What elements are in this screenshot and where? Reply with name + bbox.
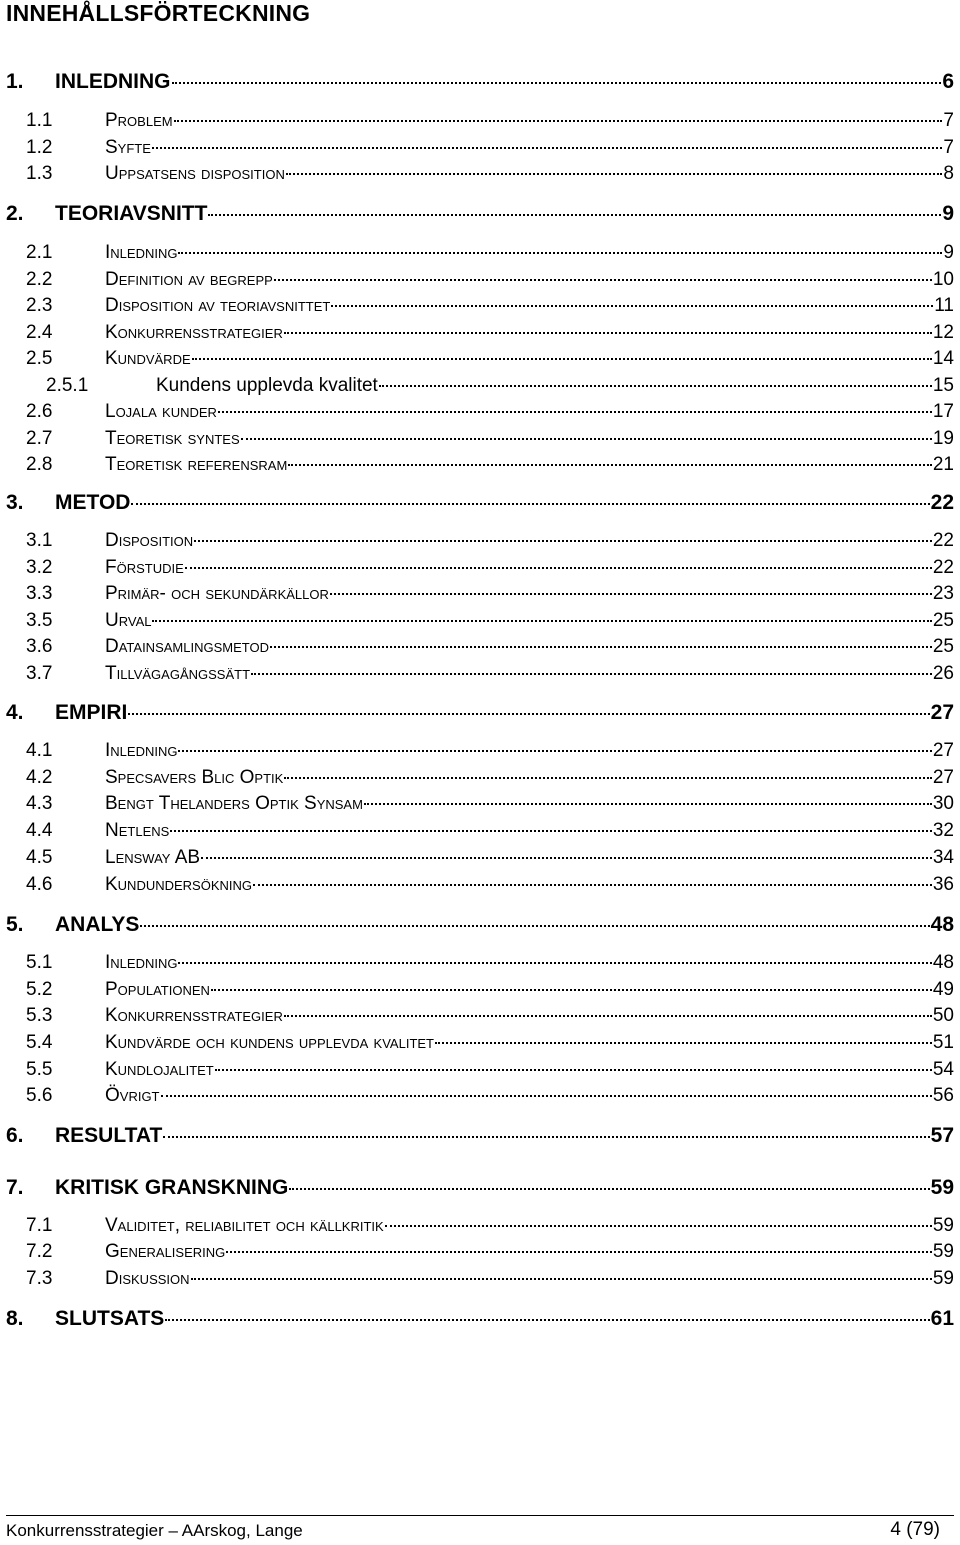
page-title: INNEHÅLLSFÖRTECKNING (6, 0, 311, 26)
toc-entry-line (105, 322, 954, 344)
toc-entry[interactable] (0, 793, 960, 821)
toc-dot-leader (192, 358, 932, 360)
toc-entry-line (105, 583, 954, 605)
toc-entry-title: Bengt Thelanders Optik Synsam (105, 793, 363, 814)
toc-entry-line (105, 979, 954, 1001)
toc-entry[interactable] (0, 663, 960, 691)
toc-entry-line (105, 874, 954, 896)
toc-entry-number: 4.2 (26, 767, 53, 788)
toc-entry-line (105, 163, 954, 185)
toc-entry[interactable] (0, 1032, 960, 1060)
toc-entry-title: Uppsatsens disposition (105, 163, 285, 184)
toc-entry-title: Definition av begrepp (105, 269, 273, 290)
toc-entry-line (55, 70, 954, 94)
toc-entry-title: Populationen (105, 979, 210, 1000)
toc-entry-number: 5.3 (26, 1005, 53, 1026)
toc-entry-number: 1. (6, 70, 24, 93)
toc-dot-leader (140, 925, 929, 927)
toc-entry-number: 5.6 (26, 1085, 53, 1106)
toc-entry[interactable] (0, 491, 960, 519)
toc-dot-leader (385, 1225, 932, 1227)
toc-entry[interactable] (0, 163, 960, 191)
toc-entry-line (105, 610, 954, 632)
toc-dot-leader (218, 411, 932, 413)
toc-entry-line (105, 295, 954, 317)
toc-dot-leader (191, 1278, 932, 1280)
toc-entry-number: 5.4 (26, 1032, 53, 1053)
toc-entry-line (105, 1241, 954, 1263)
toc-entry[interactable] (0, 322, 960, 350)
toc-entry-line (105, 1215, 954, 1237)
toc-entry-title: TEORIAVSNITT (55, 202, 208, 225)
toc-entry-page: 21 (932, 454, 954, 475)
toc-entry-page: 9 (942, 202, 954, 225)
toc-entry-number: 7. (6, 1176, 24, 1199)
toc-entry-line (105, 1032, 954, 1054)
toc-entry[interactable] (0, 242, 960, 270)
toc-dot-leader (208, 214, 941, 216)
toc-entry-page: 36 (932, 874, 954, 895)
toc-entry[interactable] (0, 1215, 960, 1243)
toc-entry-title: Lensway AB (105, 847, 201, 868)
toc-entry[interactable] (0, 740, 960, 768)
toc-entry-number: 3.3 (26, 583, 53, 604)
toc-dot-leader (435, 1042, 932, 1044)
toc-entry-page: 11 (934, 295, 954, 316)
toc-entry-line (105, 557, 954, 579)
toc-entry-number: 2.5.1 (46, 375, 89, 396)
toc-entry-line (105, 530, 954, 552)
toc-entry[interactable] (0, 1268, 960, 1296)
toc-entry-title: Syfte (105, 137, 151, 158)
toc-entry-number: 4.1 (26, 740, 53, 761)
toc-entry-title: Specsavers Blic Optik (105, 767, 284, 788)
toc-entry-page: 27 (930, 701, 954, 724)
toc-entry-page: 7 (943, 137, 954, 158)
toc-entry-page: 25 (932, 610, 954, 631)
toc-entry-number: 4. (6, 701, 24, 724)
toc-entry-page: 6 (942, 70, 954, 93)
toc-entry-number: 3.5 (26, 610, 53, 631)
toc-entry-number: 4.3 (26, 793, 53, 814)
toc-entry[interactable] (0, 847, 960, 875)
toc-entry-page: 59 (932, 1241, 954, 1262)
toc-dot-leader (178, 750, 931, 752)
toc-dot-leader (161, 1095, 932, 1097)
toc-entry[interactable] (0, 952, 960, 980)
toc-entry-line (105, 1059, 954, 1081)
toc-entry-title: Förstudie (105, 557, 184, 578)
toc-entry-title: Validitet, reliabilitet och källkritik (105, 1215, 384, 1236)
toc-entry-number: 5. (6, 913, 24, 936)
toc-entry-number: 2.2 (26, 269, 53, 290)
toc-entry[interactable] (0, 820, 960, 848)
toc-entry[interactable] (0, 110, 960, 138)
toc-entry-title: Datainsamlingsmetod (105, 636, 269, 657)
toc-entry-page: 50 (932, 1005, 954, 1026)
toc-entry-line (105, 1085, 954, 1107)
toc-entry-title: Inledning (105, 740, 178, 761)
toc-entry-title: Konkurrensstrategier (105, 322, 283, 343)
toc-entry[interactable] (0, 1059, 960, 1087)
toc-entry-page: 14 (932, 348, 954, 369)
toc-entry-title: Kundlojalitet (105, 1059, 214, 1080)
footer-divider (6, 1515, 954, 1516)
toc-entry-title: METOD (55, 491, 131, 514)
toc-entry[interactable] (0, 295, 960, 323)
toc-entry-page: 48 (932, 952, 954, 973)
toc-entry-line (156, 375, 954, 397)
toc-entry[interactable] (0, 636, 960, 664)
toc-entry-title: Kundens upplevda kvalitet (156, 375, 378, 396)
toc-entry[interactable] (0, 137, 960, 165)
toc-dot-leader (165, 1319, 929, 1321)
toc-entry-line (55, 1176, 954, 1200)
toc-dot-leader (170, 830, 932, 832)
toc-entry-page: 61 (930, 1307, 954, 1330)
toc-dot-leader (194, 540, 932, 542)
toc-dot-leader (364, 803, 932, 805)
toc-entry-page: 25 (932, 636, 954, 657)
toc-entry-page: 12 (932, 322, 954, 343)
toc-entry[interactable] (0, 610, 960, 638)
toc-entry-page: 15 (932, 375, 954, 396)
toc-entry-title: EMPIRI (55, 701, 128, 724)
toc-dot-leader (211, 989, 932, 991)
toc-entry-title: Inledning (105, 952, 178, 973)
toc-entry-page: 59 (932, 1268, 954, 1289)
toc-entry-page: 59 (930, 1176, 954, 1199)
toc-entry-title: Netlens (105, 820, 170, 841)
toc-entry-page: 56 (932, 1085, 954, 1106)
toc-entry[interactable] (0, 767, 960, 795)
toc-entry-number: 2.6 (26, 401, 53, 422)
toc-entry-line (105, 110, 954, 132)
toc-entry-line (105, 663, 954, 685)
toc-entry-title: ANALYS (55, 913, 140, 936)
toc-entry-line (105, 636, 954, 658)
toc-entry-title: Kundvärde (105, 348, 191, 369)
toc-entry-title: Problem (105, 110, 173, 131)
toc-entry[interactable] (0, 401, 960, 429)
toc-entry-number: 2.7 (26, 428, 53, 449)
footer-document-info: Konkurrensstrategier – AArskog, Lange (6, 1521, 303, 1540)
toc-entry[interactable] (0, 1085, 960, 1113)
toc-dot-leader (131, 503, 929, 505)
toc-entry[interactable] (0, 1124, 960, 1152)
toc-entry-page: 27 (932, 767, 954, 788)
toc-dot-leader (274, 279, 932, 281)
toc-entry-number: 6. (6, 1124, 24, 1147)
toc-entry-line (105, 428, 954, 450)
toc-entry[interactable] (0, 583, 960, 611)
toc-entry-page: 27 (932, 740, 954, 761)
toc-entry-line (55, 701, 954, 725)
toc-entry-number: 3.2 (26, 557, 53, 578)
toc-dot-leader (201, 857, 932, 859)
toc-dot-leader (178, 962, 931, 964)
toc-entry[interactable] (0, 269, 960, 297)
toc-entry-number: 4.4 (26, 820, 53, 841)
toc-entry-title: Diskussion (105, 1268, 190, 1289)
toc-entry[interactable] (0, 1176, 960, 1204)
toc-entry-line (105, 793, 954, 815)
toc-entry-line (105, 1005, 954, 1027)
toc-entry-number: 8. (6, 1307, 24, 1330)
toc-entry[interactable] (0, 1005, 960, 1033)
toc-entry-title: Lojala kunder (105, 401, 217, 422)
footer-page-number: 4 (79) (890, 1519, 940, 1540)
toc-entry-line (55, 202, 954, 226)
toc-dot-leader (178, 252, 942, 254)
toc-entry-line (105, 242, 954, 264)
toc-entry[interactable] (0, 1307, 960, 1335)
toc-entry-line (105, 1268, 954, 1290)
toc-dot-leader (289, 1188, 929, 1190)
toc-entry-title: RESULTAT (55, 1124, 163, 1147)
toc-entry-title: SLUTSATS (55, 1307, 165, 1330)
toc-entry[interactable] (0, 701, 960, 729)
toc-entry[interactable] (0, 874, 960, 902)
toc-entry-number: 2.1 (26, 242, 53, 263)
toc-entry-line (105, 137, 954, 159)
toc-entry-number: 5.2 (26, 979, 53, 1000)
toc-entry-line (105, 847, 954, 869)
toc-entry[interactable] (0, 530, 960, 558)
toc-entry-page: 54 (932, 1059, 954, 1080)
toc-entry-line (105, 952, 954, 974)
toc-entry-line (55, 913, 954, 937)
toc-entry-page: 22 (932, 557, 954, 578)
toc-entry-number: 5.5 (26, 1059, 53, 1080)
toc-entry-line (55, 1307, 954, 1331)
toc-entry-number: 7.3 (26, 1268, 53, 1289)
toc-entry-line (105, 269, 954, 291)
toc-entry-title: Generalisering (105, 1241, 226, 1262)
toc-entry-page: 7 (943, 110, 954, 131)
toc-entry-page: 22 (930, 491, 954, 514)
toc-entry-number: 2.5 (26, 348, 53, 369)
toc-dot-leader (152, 147, 943, 149)
toc-entry-page: 59 (932, 1215, 954, 1236)
toc-entry-page: 10 (932, 269, 954, 290)
toc-entry-title: Disposition (105, 530, 194, 551)
toc-entry-title: Teoretisk syntes (105, 428, 240, 449)
toc-entry-number: 7.1 (26, 1215, 53, 1236)
toc-entry-number: 5.1 (26, 952, 53, 973)
toc-entry-number: 4.6 (26, 874, 53, 895)
toc-entry-line (55, 491, 954, 515)
toc-entry-page: 32 (932, 820, 954, 841)
toc-entry-line (55, 1124, 954, 1148)
toc-entry-page: 48 (930, 913, 954, 936)
toc-entry-title: Övrigt (105, 1085, 160, 1106)
toc-entry-number: 2.3 (26, 295, 53, 316)
toc-entry[interactable] (0, 557, 960, 585)
toc-entry-page: 51 (932, 1032, 954, 1053)
toc-dot-leader (185, 567, 932, 569)
toc-entry-number: 2.4 (26, 322, 53, 343)
toc-dot-leader (331, 305, 933, 307)
toc-dot-leader (330, 593, 932, 595)
toc-entry-page: 8 (943, 163, 954, 184)
toc-entry-number: 3.1 (26, 530, 53, 551)
toc-entry-number: 1.1 (26, 110, 53, 131)
toc-entry[interactable] (0, 375, 960, 403)
toc-entry[interactable] (0, 70, 960, 98)
toc-entry-title: Primär- och sekundärkällor (105, 583, 329, 604)
toc-entry-number: 7.2 (26, 1241, 53, 1262)
toc-dot-leader (284, 1015, 932, 1017)
toc-entry-title: Inledning (105, 242, 178, 263)
toc-entry-page: 30 (932, 793, 954, 814)
toc-entry-line (105, 820, 954, 842)
toc-entry-page: 22 (932, 530, 954, 551)
toc-entry-number: 4.5 (26, 847, 53, 868)
toc-entry-number: 3.6 (26, 636, 53, 657)
toc-entry-number: 3. (6, 491, 24, 514)
toc-dot-leader (215, 1069, 932, 1071)
toc-dot-leader (152, 620, 931, 622)
toc-entry-page: 19 (932, 428, 954, 449)
toc-dot-leader (226, 1251, 932, 1253)
toc-entry-title: Urval (105, 610, 152, 631)
toc-entry-page: 57 (930, 1124, 954, 1147)
toc-entry[interactable] (0, 428, 960, 456)
toc-entry-title: Kundvärde och kundens upplevda kvalitet (105, 1032, 434, 1053)
toc-dot-leader (128, 713, 929, 715)
toc-entry-title: Disposition av teoriavsnittet (105, 295, 331, 316)
toc-entry-page: 34 (932, 847, 954, 868)
toc-entry[interactable] (0, 348, 960, 376)
toc-entry[interactable] (0, 454, 960, 482)
toc-dot-leader (270, 646, 932, 648)
toc-dot-leader (251, 673, 932, 675)
toc-entry-page: 49 (932, 979, 954, 1000)
toc-entry-title: INLEDNING (55, 70, 171, 93)
toc-dot-leader (253, 884, 932, 886)
toc-entry-title: Tillvägagångssätt (105, 663, 251, 684)
toc-dot-leader (174, 120, 943, 122)
toc-entry-line (105, 454, 954, 476)
toc-entry[interactable] (0, 202, 960, 230)
toc-dot-leader (241, 438, 932, 440)
toc-entry-number: 1.2 (26, 137, 53, 158)
toc-entry[interactable] (0, 1241, 960, 1269)
toc-entry-title: KRITISK GRANSKNING (55, 1176, 289, 1199)
toc-dot-leader (379, 385, 932, 387)
toc-entry-line (105, 348, 954, 370)
toc-entry-number: 1.3 (26, 163, 53, 184)
toc-dot-leader (284, 777, 932, 779)
toc-entry-title: Konkurrensstrategier (105, 1005, 283, 1026)
toc-entry[interactable] (0, 913, 960, 941)
toc-entry-line (105, 740, 954, 762)
toc-entry-number: 2. (6, 202, 24, 225)
toc-entry[interactable] (0, 979, 960, 1007)
toc-entry-page: 17 (932, 401, 954, 422)
toc-dot-leader (172, 82, 942, 84)
toc-dot-leader (284, 332, 932, 334)
toc-entry-page: 23 (932, 583, 954, 604)
toc-entry-number: 3.7 (26, 663, 53, 684)
toc-entry-page: 9 (943, 242, 954, 263)
toc-entry-title: Kundundersökning (105, 874, 253, 895)
toc-dot-leader (163, 1136, 929, 1138)
toc-dot-leader (286, 173, 943, 175)
toc-entry-title: Teoretisk referensram (105, 454, 288, 475)
toc-entry-number: 2.8 (26, 454, 53, 475)
toc-entry-line (105, 767, 954, 789)
toc-entry-line (105, 401, 954, 423)
toc-entry-page: 26 (932, 663, 954, 684)
toc-dot-leader (288, 464, 932, 466)
